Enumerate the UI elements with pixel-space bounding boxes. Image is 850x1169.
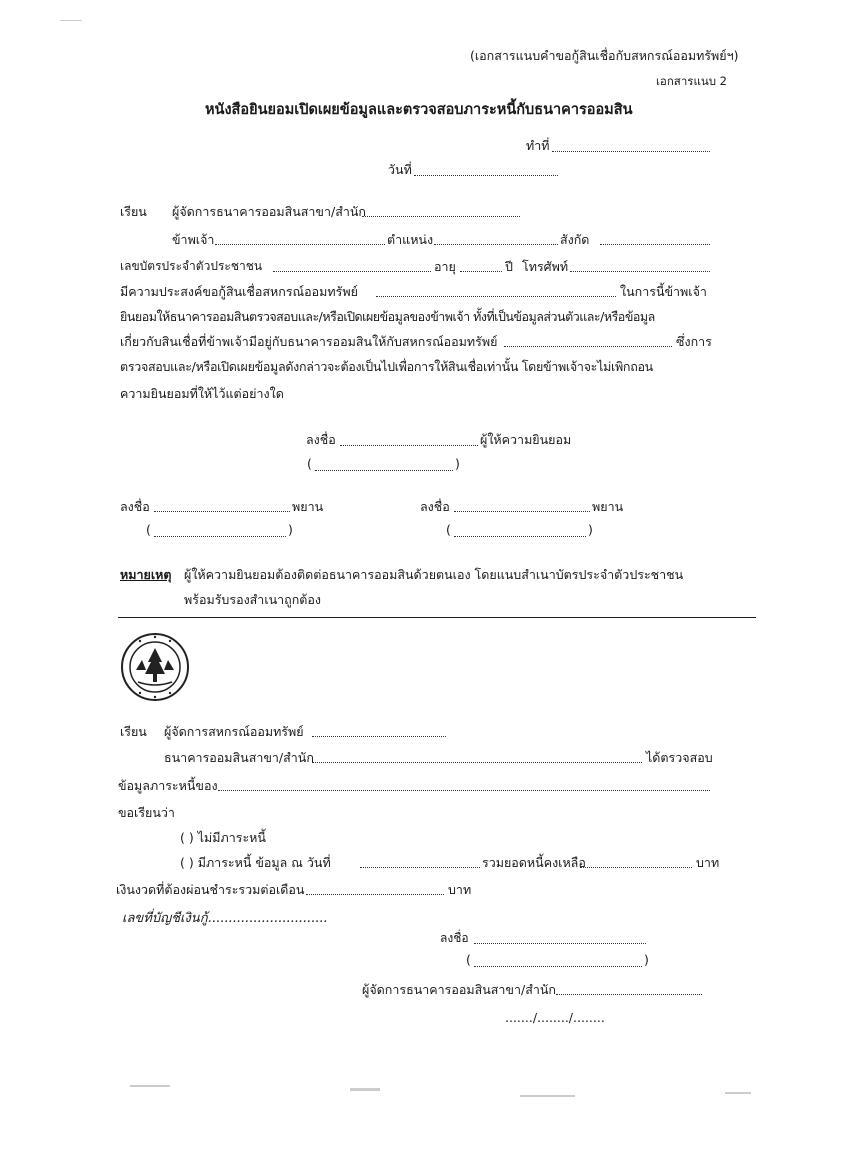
witness1-label: พยาน: [292, 499, 324, 514]
date-label: วันที่: [388, 162, 412, 177]
note-label: หมายเหตุ: [120, 567, 172, 582]
written-at-label: ทำที่: [526, 138, 550, 153]
attachment-note: (เอกสารแนบคำขอกู้สินเชื่อกับสหกรณ์ออมทรัพย์ฯ): [470, 48, 739, 63]
monthly-payment-baht: บาท: [448, 882, 472, 897]
body-line-1a: มีความประสงค์ขอกู้สินเชื่อสหกรณ์ออมทรัพย์: [120, 284, 358, 299]
debtor-name-field[interactable]: [218, 790, 710, 791]
reply-branch-text: ธนาคารออมสินสาขา/สำนัก: [164, 750, 314, 765]
witness1-sign-label: ลงชื่อ: [120, 499, 150, 514]
body-line-3b: ซึ่งการ: [676, 334, 712, 349]
reply-date-field[interactable]: ......./......../........: [505, 1010, 605, 1025]
scan-noise: [350, 1088, 380, 1091]
total-balance-field[interactable]: [580, 867, 692, 868]
checked-text: ได้ตรวจสอบ: [646, 750, 713, 765]
scan-noise: [130, 1085, 170, 1087]
age-label: อายุ: [434, 259, 456, 274]
loan-account-label: เลขที่บัญชีเงินกู้: [122, 911, 208, 926]
page-title: หนังสือยินยอมเปิดเผยข้อมูลและตรวจสอบภาระหนี้กับธนาคารออมสิน: [205, 102, 633, 118]
manager-sign-label: ลงชื่อ: [440, 931, 469, 945]
debt-date-field[interactable]: [360, 867, 480, 868]
consenter-signature-field[interactable]: [340, 445, 478, 446]
manager-branch-field[interactable]: [556, 994, 702, 995]
body-line-1b: ในการนี้ข้าพเจ้า: [620, 284, 707, 299]
monthly-payment-label: เงินงวดที่ต้องผ่อนชำระรวมต่อเดือน: [116, 882, 305, 897]
witness1-signature-field[interactable]: [154, 511, 290, 512]
manager-paren-close: ): [644, 952, 649, 967]
coop-name-field-2[interactable]: [504, 346, 672, 347]
bank-branch-field[interactable]: [362, 216, 520, 217]
debt-info-label: ข้อมูลภาระหนี้ของ: [118, 778, 218, 793]
reply-to-recipient: ผู้จัดการสหกรณ์ออมทรัพย์: [164, 724, 304, 739]
manager-paren-open: (: [466, 952, 471, 967]
manager-printed-name-field[interactable]: [474, 966, 642, 967]
note-line-1: ผู้ให้ความยินยอมต้องติดต่อธนาคารออมสินด้วยตนเอง โดยแนบสำเนาบัตรประจำตัวประชาชน: [184, 567, 684, 582]
i-label: ข้าพเจ้า: [172, 232, 215, 247]
position-field[interactable]: [434, 244, 558, 245]
age-field[interactable]: [460, 271, 502, 272]
scan-noise: [725, 1092, 751, 1094]
gsb-logo: [120, 632, 190, 702]
body-line-2: ยินยอมให้ธนาคารออมสินตรวจสอบและ/หรือเปิดเผยข้อมูลของข้าพเจ้า ทั้งที่เป็นข้อมูลส่วนตัวและ/หรือข้อมูล: [120, 309, 655, 324]
body-line-3a: เกี่ยวกับสินเชื่อที่ข้าพเจ้ามีอยู่กับธนาคารออมสินให้กับสหกรณ์ออมทรัพย์: [120, 334, 498, 349]
consenter-sign-label: ลงชื่อ: [306, 432, 336, 447]
total-balance-baht: บาท: [696, 855, 720, 870]
affiliation-label: สังกัด: [560, 232, 590, 247]
witness2-sign-label: ลงชื่อ: [420, 499, 450, 514]
witness2-paren-close: ): [588, 522, 593, 537]
witness1-printed-name-field[interactable]: [154, 536, 286, 537]
to-recipient: ผู้จัดการธนาคารออมสินสาขา/สำนัก: [172, 204, 366, 219]
monthly-payment-field[interactable]: [306, 894, 444, 895]
affiliation-field[interactable]: [600, 244, 710, 245]
reply-branch-field[interactable]: [312, 762, 642, 763]
scan-noise: [520, 1095, 575, 1097]
body-line-4: ตรวจสอบและ/หรือเปิดเผยข้อมูลดังกล่าวจะต้องเป็นไปเพื่อการให้สินเชื่อเท่านั้น โดยข้าพเจ้าจะไม่เพิกถอน: [120, 359, 653, 374]
consenter-printed-name-field[interactable]: [315, 470, 453, 471]
witness1-paren-close: ): [288, 522, 293, 537]
body-line-5: ความยินยอมที่ให้ไว้แต่อย่างใด: [120, 386, 284, 401]
reply-to-label: เรียน: [120, 724, 147, 739]
written-at-field[interactable]: [552, 151, 710, 152]
manager-signature-field[interactable]: [474, 943, 646, 944]
phone-field[interactable]: [570, 271, 710, 272]
consenter-label: ผู้ให้ความยินยอม: [480, 432, 572, 447]
section-divider: [118, 617, 756, 618]
year-label: ปี: [505, 259, 513, 274]
to-label: เรียน: [120, 204, 147, 219]
loan-account-dots: .............................: [207, 911, 328, 926]
consenter-paren-open: (: [307, 456, 312, 471]
name-field[interactable]: [215, 244, 385, 245]
witness2-printed-name-field[interactable]: [454, 536, 586, 537]
witness2-paren-open: (: [446, 522, 451, 537]
inform-label: ขอเรียนว่า: [118, 805, 175, 820]
note-line-2: พร้อมรับรองสำเนาถูกต้อง: [184, 592, 322, 607]
id-card-field[interactable]: [273, 271, 431, 272]
scan-noise: [60, 20, 82, 21]
date-field[interactable]: [414, 175, 558, 176]
option-has-debt[interactable]: ( ) มีภาระหนี้ ข้อมูล ณ วันที่: [180, 855, 331, 870]
option-no-debt[interactable]: ( ) ไม่มีภาระหนี้: [180, 830, 266, 845]
phone-label: โทรศัพท์: [522, 259, 569, 274]
consenter-paren-close: ): [455, 456, 460, 471]
witness1-paren-open: (: [146, 522, 151, 537]
position-label: ตำแหน่ง: [387, 232, 434, 247]
loan-account-handwritten: [122, 907, 327, 928]
coop-name-field[interactable]: [376, 296, 616, 297]
total-balance-label: รวมยอดหนี้คงเหลือ: [482, 855, 586, 870]
attachment-number: เอกสารแนบ 2: [656, 74, 727, 88]
witness2-label: พยาน: [592, 499, 624, 514]
coop-manager-field[interactable]: [312, 736, 446, 737]
witness2-signature-field[interactable]: [454, 511, 590, 512]
manager-title: ผู้จัดการธนาคารออมสินสาขา/สำนัก: [362, 982, 556, 997]
id-card-label: เลขบัตรประจำตัวประชาชน: [120, 259, 263, 273]
